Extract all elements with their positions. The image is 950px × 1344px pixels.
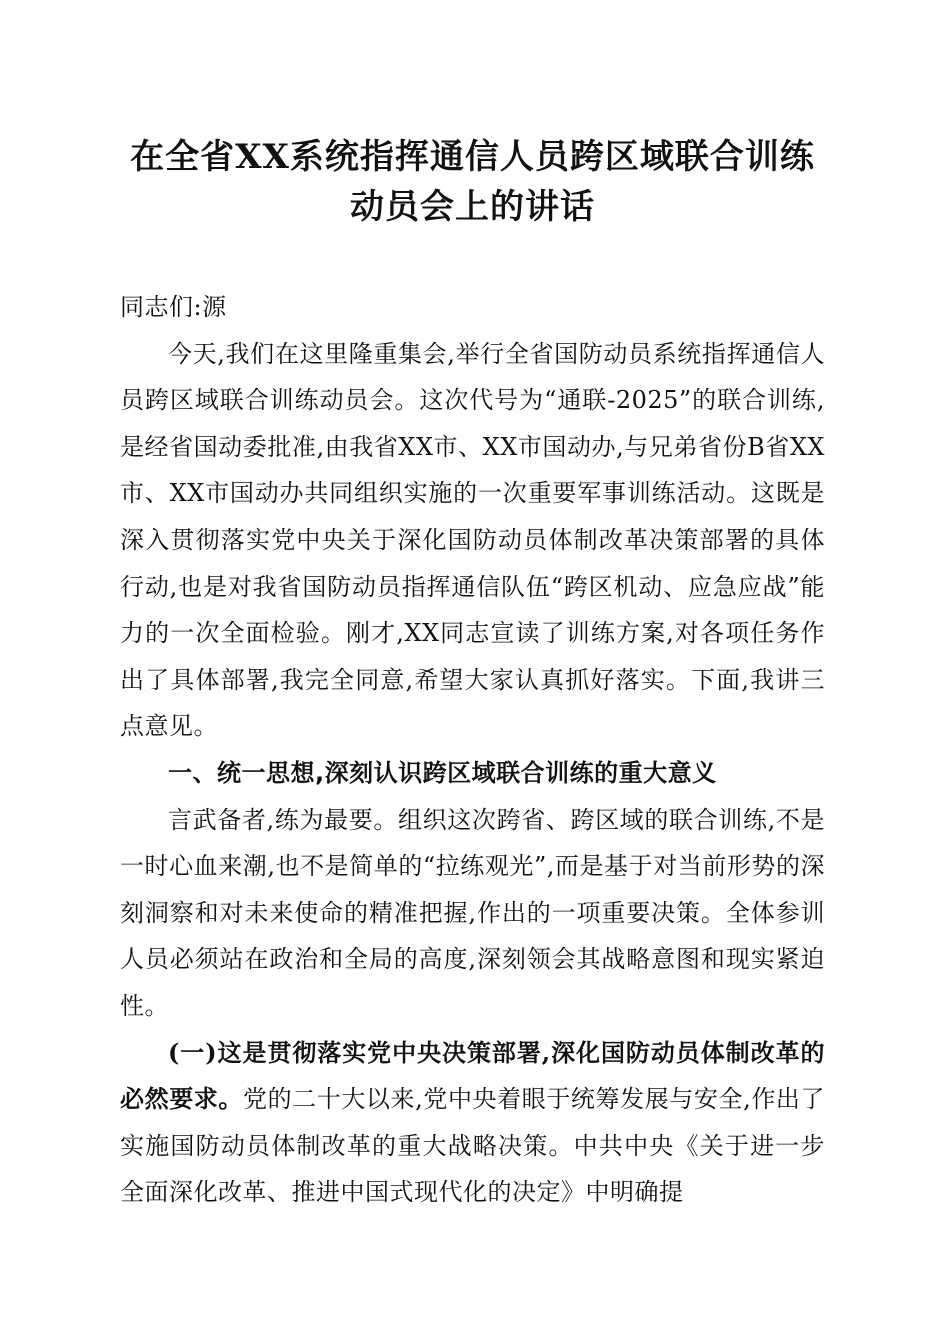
- title-line-1: 在全省XX系统指挥通信人员跨区域联合训练: [130, 137, 815, 177]
- paragraph-1: 今天,我们在这里隆重集会,举行全省国防动员系统指挥通信人员跨区域联合训练动员会。这次代号为“通联-2025”的联合训练,是经省国动委批准,由我省XX市、XX市国动办,与兄弟省份B省XX市、XX市国动办共同组织实施的一次重要军事训练活动。这既是深入贯彻落实党中央关于深化国防动员体制改革决策部署的具体行动,也是对我省国防动员指挥通信队伍“跨区机动、应急应战”能力的一次全面检验。刚才,XX同志宣读了训练方案,对各项任务作出了具体部署,我完全同意,希望大家认真抓好落实。下面,我讲三点意见。: [120, 339, 825, 741]
- paragraph-2: 言武备者,练为最要。组织这次跨省、跨区域的联合训练,不是一时心血来潮,也不是简单的“拉练观光”,而是基于对当前形势的深刻洞察和对未来使命的精准把握,作出的一项重要决策。全体参训人员必须站在政治和全局的高度,深刻领会其战略意图和现实紧迫性。: [120, 805, 825, 1020]
- document-body: [120, 284, 825, 1216]
- title-line-2: 动员会上的讲话: [350, 187, 595, 227]
- document-page: [120, 0, 825, 1216]
- salutation: 同志们:源: [120, 293, 227, 321]
- section-heading-1: 一、统一思想,深刻认识跨区域联合训练的重大意义: [168, 758, 717, 787]
- document-title: [120, 0, 825, 232]
- subsection-heading-1: (一)这是贯彻落实党中央决策部署,深化国防动员体制改革的必然要求。: [120, 1037, 825, 1114]
- paragraph-3-text: 党的二十大以来,党中央着眼于统筹发展与安全,作出了实施国防动员体制改革的重大战略决策。中共中央《关于进一步全面深化改革、推进中国式现代化的决定》中明确提: [120, 1085, 826, 1207]
- paragraph-3: [120, 1030, 825, 1216]
